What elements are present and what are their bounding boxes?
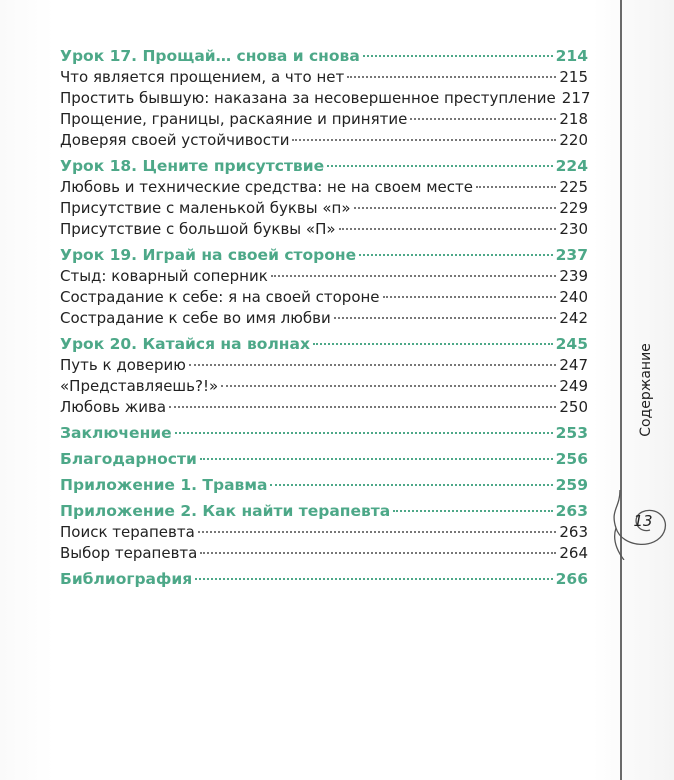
toc-entry <box>60 198 588 219</box>
toc-entry-lesson-18 <box>60 156 588 177</box>
toc-entry <box>60 397 588 418</box>
toc-entry-page: 220 <box>559 131 588 149</box>
dot-leader <box>393 510 552 512</box>
dot-leader <box>313 343 553 345</box>
table-of-contents <box>60 46 591 590</box>
toc-entry-title: Путь к доверию <box>60 356 186 374</box>
toc-entry-page: 229 <box>559 199 588 217</box>
section-label-text: Содержание <box>638 343 654 437</box>
toc-entry-title: Урок 17. Прощай… снова и снова <box>60 47 360 65</box>
dot-leader <box>195 578 552 580</box>
page-number: 13 <box>633 512 653 530</box>
dot-leader <box>383 296 557 298</box>
toc-entry-page: 218 <box>559 110 588 128</box>
dot-leader <box>200 458 553 460</box>
toc-entry-page: 214 <box>555 47 588 65</box>
section-label <box>632 310 660 470</box>
toc-entry-page: 253 <box>555 424 588 442</box>
toc-entry-title: Благодарности <box>60 450 197 468</box>
toc-entry <box>60 88 591 109</box>
dot-leader <box>359 254 553 256</box>
toc-entry-title: Приложение 2. Как найти терапевта <box>60 502 391 520</box>
toc-entry-title: Урок 19. Играй на своей стороне <box>60 246 357 264</box>
dot-leader <box>270 484 552 486</box>
toc-entry-acknowledgements <box>60 449 588 470</box>
dot-leader <box>175 432 553 434</box>
toc-entry-appendix-1 <box>60 475 588 496</box>
toc-entry-page: 249 <box>559 377 588 395</box>
toc-entry-page: 240 <box>559 288 588 306</box>
toc-entry-title: Сострадание к себе во имя любви <box>60 309 331 327</box>
toc-entry-page: 225 <box>559 178 588 196</box>
toc-entry-title: «Представляешь?!» <box>60 377 219 395</box>
toc-entry <box>60 287 588 308</box>
dot-leader <box>476 186 556 188</box>
toc-entry-title: Доверяя своей устойчивости <box>60 131 290 149</box>
toc-entry-page: 237 <box>555 246 588 264</box>
toc-entry <box>60 355 588 376</box>
toc-entry-page: 215 <box>559 68 588 86</box>
toc-entry-bibliography <box>60 569 588 590</box>
toc-entry-title: Любовь жива <box>60 398 167 416</box>
toc-entry-title: Библиография <box>60 570 193 588</box>
toc-entry-appendix-2 <box>60 501 588 522</box>
toc-entry-page: 224 <box>555 157 588 175</box>
toc-entry-lesson-19 <box>60 245 588 266</box>
toc-entry-conclusion <box>60 423 588 444</box>
toc-entry-title: Прощение, границы, раскаяние и принятие <box>60 110 408 128</box>
toc-entry-page: 250 <box>559 398 588 416</box>
toc-entry-page: 263 <box>555 502 588 520</box>
toc-entry-title: Присутствие с маленькой буквы «п» <box>60 199 351 217</box>
toc-entry-title: Выбор терапевта <box>60 544 198 562</box>
dot-leader <box>198 531 557 533</box>
dot-leader <box>189 364 557 366</box>
toc-entry <box>60 376 588 397</box>
dot-leader <box>410 118 556 120</box>
toc-entry-lesson-17 <box>60 46 588 67</box>
dot-leader <box>354 207 557 209</box>
dot-leader <box>347 76 556 78</box>
dot-leader <box>334 317 557 319</box>
toc-entry-title: Сострадание к себе: я на своей стороне <box>60 288 380 306</box>
toc-entry-page: 263 <box>559 523 588 541</box>
toc-entry-title: Урок 20. Катайся на волнах <box>60 335 310 353</box>
dot-leader <box>327 165 553 167</box>
toc-entry-title: Заключение <box>60 424 172 442</box>
toc-entry-page: 247 <box>559 356 588 374</box>
dot-leader <box>339 228 557 230</box>
dot-leader <box>221 385 556 387</box>
toc-entry-title: Присутствие с большой буквы «П» <box>60 220 336 238</box>
toc-entry <box>60 308 588 329</box>
toc-entry-page: 230 <box>559 220 588 238</box>
toc-entry-title: Простить бывшую: наказана за несовершенное преступление <box>60 89 556 107</box>
dot-leader <box>169 406 556 408</box>
dot-leader <box>200 552 556 554</box>
toc-entry <box>60 67 588 88</box>
toc-entry-title: Любовь и технические средства: не на своем месте <box>60 178 473 196</box>
margin-rule <box>620 0 622 780</box>
toc-entry <box>60 219 588 240</box>
toc-entry-page: 256 <box>555 450 588 468</box>
toc-entry-lesson-20 <box>60 334 588 355</box>
toc-entry-page: 217 <box>561 89 591 107</box>
toc-entry-page: 259 <box>555 476 588 494</box>
toc-entry-title: Приложение 1. Травма <box>60 476 268 494</box>
toc-entry-page: 242 <box>559 309 588 327</box>
toc-entry <box>60 177 588 198</box>
toc-entry <box>60 543 588 564</box>
toc-entry-page: 245 <box>555 335 588 353</box>
toc-entry-title: Стыд: коварный соперник <box>60 267 268 285</box>
toc-entry-title: Урок 18. Цените присутствие <box>60 157 325 175</box>
toc-entry-title: Что является прощением, а что нет <box>60 68 345 86</box>
toc-entry <box>60 130 588 151</box>
toc-entry-page: 266 <box>555 570 588 588</box>
toc-entry-title: Поиск терапевта <box>60 523 195 541</box>
dot-leader <box>271 275 557 277</box>
toc-entry <box>60 109 588 130</box>
toc-entry <box>60 266 588 287</box>
dot-leader <box>363 55 553 57</box>
toc-entry <box>60 522 588 543</box>
dot-leader <box>292 139 556 141</box>
toc-entry-page: 239 <box>559 267 588 285</box>
toc-entry-page: 264 <box>559 544 588 562</box>
